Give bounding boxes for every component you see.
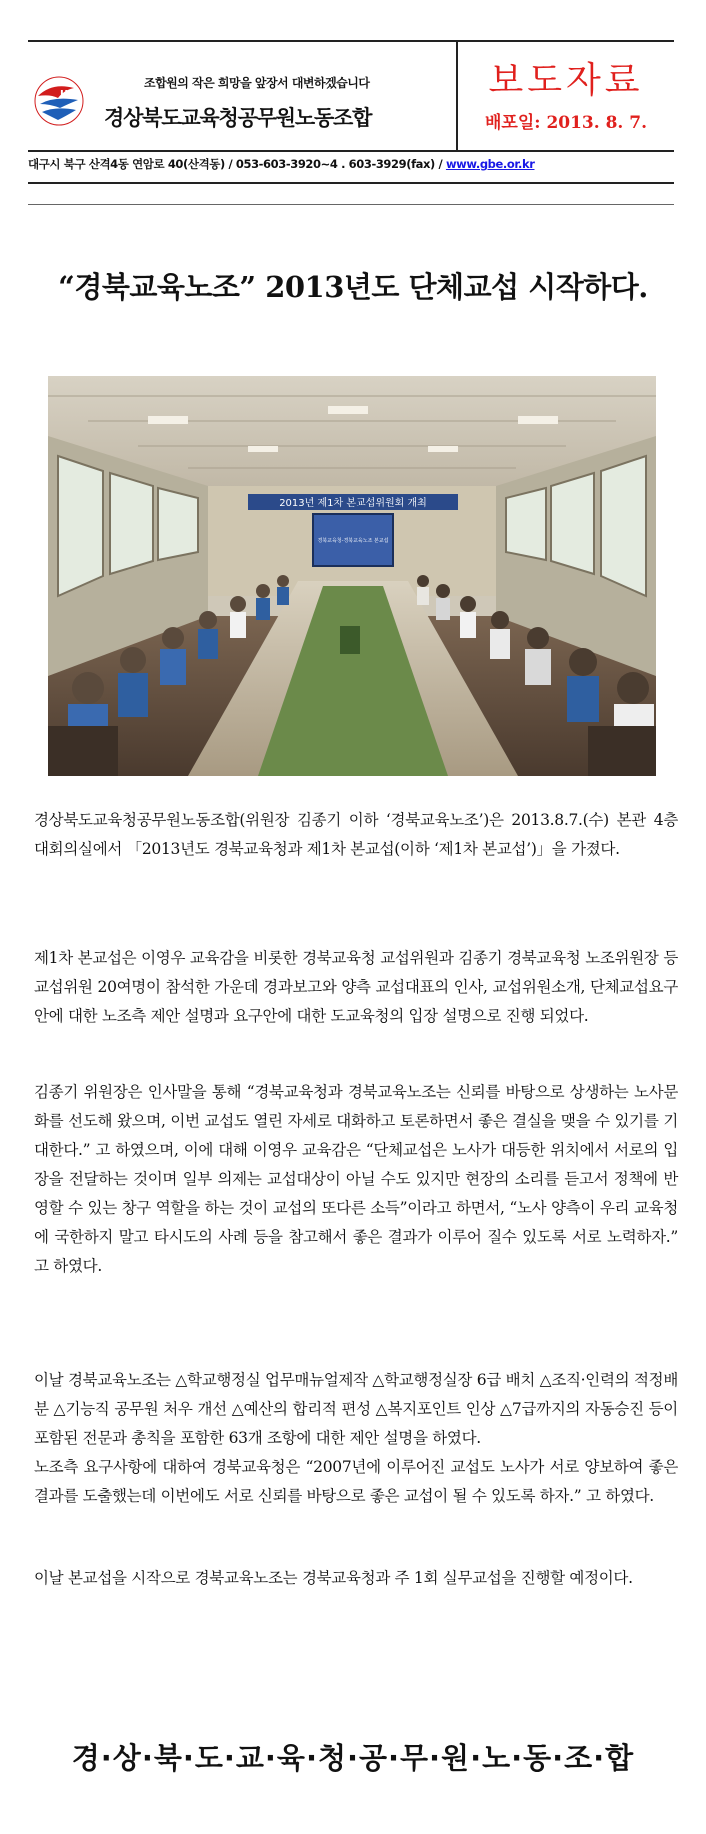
address-text: 대구시 북구 산격4동 연암로 40(산격동) / 053-603-3920~4 . 603-3929(fax) / xyxy=(28,157,446,171)
body-paragraph-5: 이날 본교섭을 시작으로 경북교육노조는 경북교육청과 주 1회 실무교섭을 진행할 예정이다. xyxy=(34,1569,633,1587)
body-paragraph-4: 이날 경북교육노조는 △학교행정실 업무매뉴얼제작 △학교행정실장 6급 배치 △조직·인력의 적정배분 △기능직 공무원 처우 개선 △예산의 합리적 편성 △복지포인트 인상 △7급까지의 자동승진 등이 포함된 전문과 총칙을 포함한 63개 조항에 대한 제안 설명을 하였다. 노조측 요구사항에 대하여 경북교육청은 “2007년에 이루어진 교섭도 노사가 서로 양보하여 좋은 결과를 도출했는데 이번에도 서로 신뢰를 바탕으로 좋은 교섭이 될 수 있도록 하자.” 고 하였다. xyxy=(34,1371,678,1505)
website-link[interactable]: www.gbe.or.kr xyxy=(445,157,535,171)
letterhead xyxy=(28,40,674,152)
footer-org-name: 경·상·북·도·교·육·청·공·무·원·노·동·조·합 xyxy=(71,1741,635,1775)
union-logo-icon xyxy=(34,76,84,126)
headline: “경북교육노조” 2013년도 단체교섭 시작하다. xyxy=(58,270,648,304)
divider-top xyxy=(28,182,674,184)
org-name: 경상북도교육청공무원노동조합 xyxy=(104,106,372,130)
divider-bottom xyxy=(28,204,674,205)
contact-line xyxy=(28,156,674,178)
body-paragraph-2: 제1차 본교섭은 이영우 교육감을 비롯한 경북교육청 교섭위원과 김종기 경북교육청 노조위원장 등 교섭위원 20여명이 참석한 가운데 경과보고와 양측 교섭대표의 인사, 교섭위원소개, 단체교섭요구안에 대한 노조측 제안 설명과 요구안에 대한 도교육청의 입장 설명으로 진행 되었다. xyxy=(34,949,678,1025)
body-paragraph-3: 김종기 위원장은 인사말을 통해 “경북교육청과 경북교육노조는 신뢰를 바탕으로 상생하는 노사문화를 선도해 왔으며, 이번 교섭도 열린 자세로 대화하고 토론하면서 좋은 결실을 맺을 수 있기를 기대한다.” 고 하였으며, 이에 대해 이영우 교육감은 “단체교섭은 노사가 대등한 위치에서 서로의 입장을 전달하는 것이며 일부 의제는 교섭대상이 아닐 수도 있지만 현장의 소리를 듣고서 정책에 반영할 수 있는 창구 역할을 하는 것이 교섭의 또다른 소득”이라고 하면서, “노사 양측이 우리 교육청에 국한하지 말고 타시도의 사례 등을 참고해서 좋은 결과가 이루어 질수 있도록 서로 노력하자.” 고 하였다. xyxy=(34,1083,678,1275)
release-date: 배포일: 2013. 8. 7. xyxy=(484,113,648,133)
photo-banner-text: 2013년 제1차 본교섭위원회 개최 xyxy=(279,498,427,509)
meeting-photo xyxy=(48,376,656,776)
meeting-photo-illustration xyxy=(48,376,656,776)
body-paragraph-1: 경상북도교육청공무원노동조합(위원장 김종기 이하 ‘경북교육노조’)은 2013.8.7.(수) 본관 4층 대회의실에서 「2013년도 경북교육청과 제1차 본교섭(이하 ‘제1차 본교섭’)」을 가졌다. xyxy=(34,811,678,858)
letterhead-left xyxy=(28,42,448,150)
letterhead-right xyxy=(458,42,674,150)
press-release-label: 보도자료 xyxy=(488,60,644,101)
svg-text:U: U xyxy=(60,89,69,100)
slogan: 조합원의 작은 희망을 앞장서 대변하겠습니다 xyxy=(144,76,370,90)
photo-screen-text: 경북교육청-경북교육노조 본교섭 xyxy=(317,538,389,544)
